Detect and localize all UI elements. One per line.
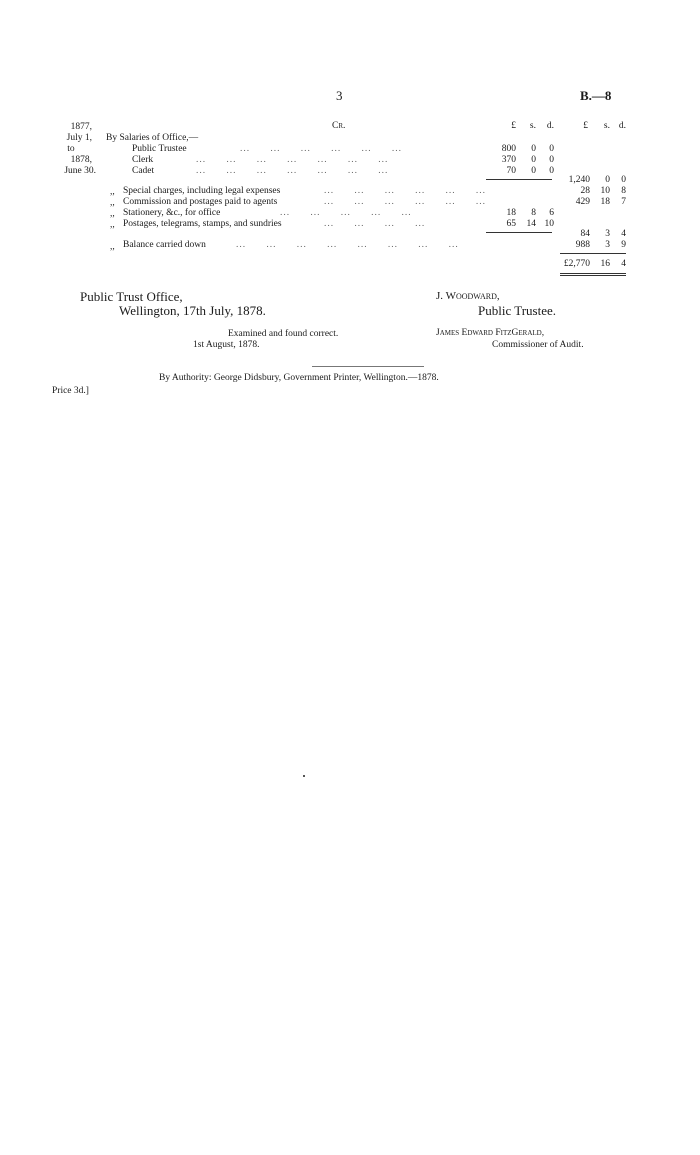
leader-dots: ... ... ... ... ... [280, 208, 412, 218]
amount-pence: 0 [549, 144, 554, 154]
amount-pence: 6 [549, 208, 554, 218]
salaries-heading: By Salaries of Office,— [106, 133, 199, 143]
examined-date: 1st August, 1878. [193, 340, 260, 350]
amount-pounds: 70 [506, 166, 516, 176]
ditto-mark: ,, [110, 220, 115, 230]
ditto-mark: ,, [110, 209, 115, 219]
auditor-title: Commissioner of Audit. [492, 340, 584, 350]
subtotal-rule [486, 179, 552, 180]
amount-pence: 0 [549, 155, 554, 165]
amount-pence: 10 [544, 219, 554, 229]
amount-pence: 9 [621, 240, 626, 250]
ditto-mark: ,, [110, 187, 115, 197]
shilling-header: s. [603, 121, 610, 131]
amount-shillings: 8 [531, 208, 536, 218]
amount-pounds: £2,770 [563, 259, 590, 269]
shilling-header: s. [529, 121, 536, 131]
price-note: Price 3d.] [52, 386, 89, 396]
amount-pounds: 800 [501, 144, 516, 154]
auditor-name: James Edward FitzGerald, [436, 328, 545, 338]
sundry-label: Stationery, &c., for office [123, 208, 221, 218]
date-line: to [67, 144, 75, 154]
sheet-reference: B.—8 [580, 88, 612, 103]
salary-label: Public Trustee [132, 144, 187, 154]
date-line: 1878, [70, 155, 92, 165]
pound-header: £ [583, 121, 588, 131]
leader-dots: ... ... ... ... ... ... ... [196, 166, 389, 176]
ditto-mark: ,, [110, 242, 115, 252]
amount-pence: 7 [621, 197, 626, 207]
amount-shillings: 14 [526, 219, 536, 229]
pound-header: £ [511, 121, 516, 131]
amount-pounds: 65 [506, 219, 516, 229]
date-line: June 30. [64, 166, 96, 176]
office-date: Wellington, 17th July, 1878. [119, 303, 266, 318]
salary-label: Cadet [132, 166, 155, 176]
amount-pounds: 1,240 [568, 175, 590, 185]
subtotal-rule [486, 232, 552, 233]
amount-shillings: 3 [605, 240, 610, 250]
amount-pence: 4 [621, 229, 626, 239]
amount-shillings: 0 [605, 175, 610, 185]
amount-shillings: 0 [531, 155, 536, 165]
page-number: 3 [336, 88, 343, 103]
amount-shillings: 10 [600, 186, 610, 196]
signer-title: Public Trustee. [478, 303, 557, 318]
divider-rule [312, 366, 424, 367]
amount-shillings: 0 [531, 166, 536, 176]
total-rule [560, 253, 626, 254]
amount-pence: 8 [621, 186, 626, 196]
examined-note: Examined and found correct. [228, 329, 339, 339]
signer-name: J. Woodward, [436, 290, 500, 302]
leader-dots: ... ... ... ... ... ... [324, 186, 486, 196]
ditto-mark: ,, [110, 198, 115, 208]
charge-label: Commission and postages paid to agents [123, 197, 278, 207]
amount-pounds: 429 [575, 197, 590, 207]
printer-authority: By Authority: George Didsbury, Government Printer, Wellington.—1878. [159, 373, 439, 383]
amount-pounds: 84 [580, 229, 590, 239]
salary-label: Clerk [132, 155, 154, 165]
pence-header: d. [546, 121, 554, 131]
speck [303, 775, 305, 777]
amount-shillings: 0 [531, 144, 536, 154]
amount-pounds: 370 [501, 155, 516, 165]
balance-label: Balance carried down [123, 240, 206, 250]
amount-pence: 0 [621, 175, 626, 185]
leader-dots: ... ... ... ... ... ... ... [196, 155, 389, 165]
grand-total-rule [560, 273, 626, 276]
amount-pence: 0 [549, 166, 554, 176]
date-line: July 1, [66, 133, 92, 143]
amount-pence: 4 [621, 259, 626, 269]
amount-pounds: 18 [506, 208, 516, 218]
amount-shillings: 18 [600, 197, 610, 207]
leader-dots: ... ... ... ... ... ... ... ... [236, 240, 459, 250]
sundry-label: Postages, telegrams, stamps, and sundries [123, 219, 282, 229]
date-line: 1877, [70, 122, 92, 132]
leader-dots: ... ... ... ... [324, 219, 426, 229]
amount-pounds: 988 [575, 240, 590, 250]
cr-label: Cr. [332, 121, 346, 131]
charge-label: Special charges, including legal expenses [123, 186, 281, 196]
amount-shillings: 3 [605, 229, 610, 239]
office-address: Public Trust Office, [80, 289, 183, 304]
leader-dots: ... ... ... ... ... ... [240, 144, 402, 154]
amount-shillings: 16 [600, 259, 610, 269]
leader-dots: ... ... ... ... ... ... [324, 197, 486, 207]
pence-header: d. [618, 121, 626, 131]
amount-pounds: 28 [580, 186, 590, 196]
